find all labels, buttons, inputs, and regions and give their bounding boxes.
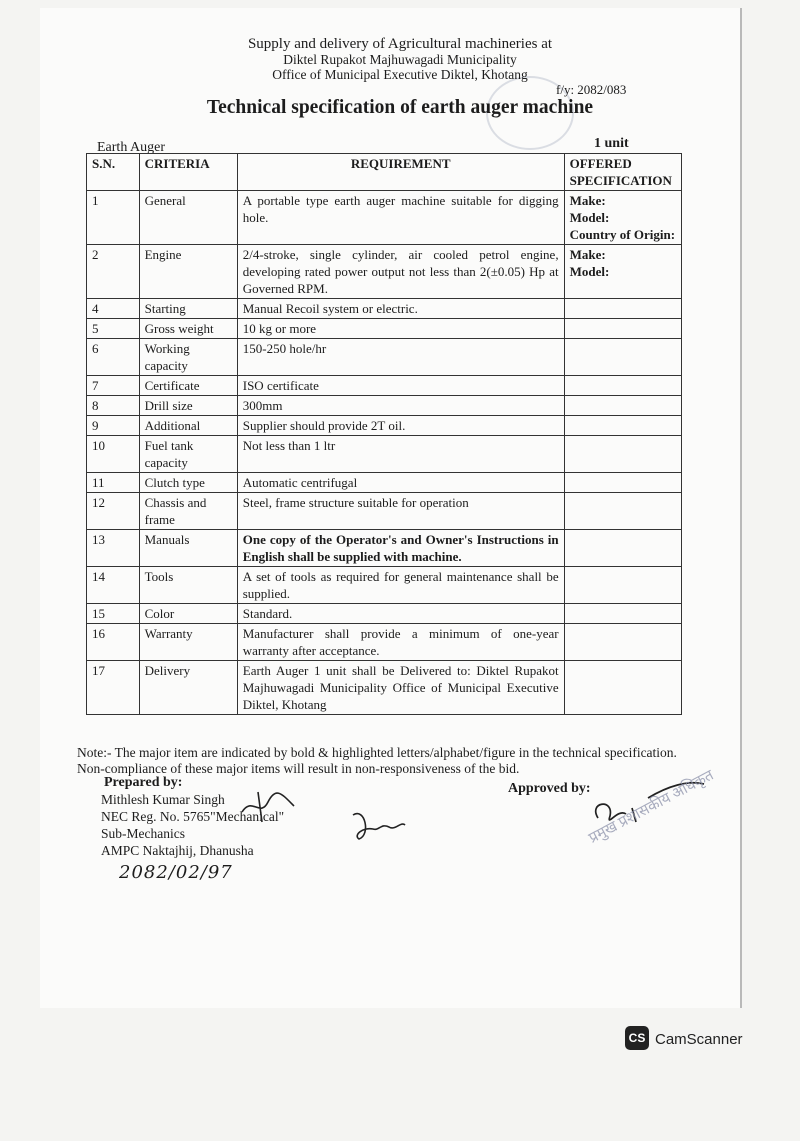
cell-sn: 15 xyxy=(87,604,140,624)
cell-offered xyxy=(564,376,681,396)
table-row xyxy=(87,661,682,715)
header-line-1: Supply and delivery of Agricultural machineries at xyxy=(247,36,553,52)
cell-criteria: Gross weight xyxy=(139,319,237,339)
cell-offered xyxy=(564,530,681,567)
preparer-name: Mithlesh Kumar Singh xyxy=(101,792,225,807)
cell-criteria: Additional xyxy=(139,416,237,436)
cell-sn: 10 xyxy=(87,436,140,473)
cell-criteria: Delivery xyxy=(139,661,237,715)
cell-requirement: Earth Auger 1 unit shall be Delivered to: Diktel Rupakot Majhuwagadi Municipality Office of Municipal Executive Diktel, Khotang xyxy=(237,661,564,715)
reviewer-signature xyxy=(345,805,410,845)
cell-sn: 7 xyxy=(87,376,140,396)
cell-sn: 11 xyxy=(87,473,140,493)
col-header-criteria: CRITERIA xyxy=(139,154,237,191)
cell-requirement: A portable type earth auger machine suitable for digging hole. xyxy=(237,191,564,245)
cell-requirement: 2/4-stroke, single cylinder, air cooled petrol engine, developing rated power output not less than 2(±0.05) Hp at Governed RPM. xyxy=(237,245,564,299)
table-row xyxy=(87,416,682,436)
cell-offered xyxy=(564,604,681,624)
item-quantity: 1 unit xyxy=(594,136,629,151)
cell-criteria: Drill size xyxy=(139,396,237,416)
cell-sn: 1 xyxy=(87,191,140,245)
table-row xyxy=(87,299,682,319)
table-header-row xyxy=(87,154,682,191)
preparer-signature xyxy=(238,788,298,824)
cell-criteria: Chassis and frame xyxy=(139,493,237,530)
table-row xyxy=(87,319,682,339)
table-row xyxy=(87,493,682,530)
preparer-role: Sub-Mechanics xyxy=(101,826,185,841)
spec-table xyxy=(86,153,682,715)
cell-offered xyxy=(564,319,681,339)
cell-requirement: Manual Recoil system or electric. xyxy=(237,299,564,319)
cell-offered xyxy=(564,436,681,473)
cell-offered xyxy=(564,624,681,661)
cell-sn: 2 xyxy=(87,245,140,299)
col-header-offered: OFFERED SPECIFICATION xyxy=(564,154,681,191)
cell-requirement: ISO certificate xyxy=(237,376,564,396)
preparer-office: AMPC Naktajhij, Dhanusha xyxy=(101,843,254,858)
approved-by-label: Approved by: xyxy=(508,781,591,796)
table-row xyxy=(87,245,682,299)
approval-stamp-text: प्रमुख प्रशासकीय अधिकृत xyxy=(586,767,717,847)
cell-sn: 9 xyxy=(87,416,140,436)
cell-offered xyxy=(564,416,681,436)
cell-sn: 13 xyxy=(87,530,140,567)
table-row xyxy=(87,567,682,604)
camscanner-logo: CS xyxy=(625,1026,649,1050)
prepared-by-label: Prepared by: xyxy=(104,775,183,790)
cell-criteria: Working capacity xyxy=(139,339,237,376)
cell-criteria: Manuals xyxy=(139,530,237,567)
cell-sn: 8 xyxy=(87,396,140,416)
cell-criteria: Tools xyxy=(139,567,237,604)
cell-criteria: Warranty xyxy=(139,624,237,661)
cell-criteria: Starting xyxy=(139,299,237,319)
cell-criteria: Clutch type xyxy=(139,473,237,493)
cell-requirement: Automatic centrifugal xyxy=(237,473,564,493)
cell-sn: 17 xyxy=(87,661,140,715)
header-line-2: Diktel Rupakot Majhuwagadi Municipality xyxy=(283,52,517,67)
cell-requirement: Supplier should provide 2T oil. xyxy=(237,416,564,436)
cell-offered xyxy=(564,473,681,493)
cell-offered xyxy=(564,396,681,416)
cell-sn: 14 xyxy=(87,567,140,604)
table-row xyxy=(87,604,682,624)
cell-offered xyxy=(564,661,681,715)
table-row xyxy=(87,339,682,376)
handwritten-date: 2082/02/97 xyxy=(119,862,233,883)
preparer-reg: NEC Reg. No. 5765"Mechanical" xyxy=(101,809,285,824)
table-row xyxy=(87,376,682,396)
cell-sn: 16 xyxy=(87,624,140,661)
table-row xyxy=(87,473,682,493)
cell-requirement: Steel, frame structure suitable for operation xyxy=(237,493,564,530)
table-row xyxy=(87,530,682,567)
cell-offered xyxy=(564,299,681,319)
note-text: Note:- The major item are indicated by bold & highlighted letters/alphabet/figure in the technical specification. Non-compliance of these major items will result in non-responsiveness of the bid. xyxy=(77,745,677,776)
cell-requirement: Not less than 1 ltr xyxy=(237,436,564,473)
cell-requirement: 150-250 hole/hr xyxy=(237,339,564,376)
cell-criteria: Fuel tank capacity xyxy=(139,436,237,473)
cell-criteria: Color xyxy=(139,604,237,624)
camscanner-label: CamScanner xyxy=(655,1031,743,1048)
cell-sn: 4 xyxy=(87,299,140,319)
table-row xyxy=(87,396,682,416)
cell-requirement: 300mm xyxy=(237,396,564,416)
cell-requirement: Standard. xyxy=(237,604,564,624)
cell-requirement: 10 kg or more xyxy=(237,319,564,339)
table-row xyxy=(87,624,682,661)
cell-requirement: One copy of the Operator's and Owner's Instructions in English shall be supplied with machine. xyxy=(237,530,564,567)
page-title: Technical specification of earth auger machine xyxy=(206,97,594,118)
cell-criteria: Engine xyxy=(139,245,237,299)
col-header-sn: S.N. xyxy=(87,154,140,191)
cell-offered xyxy=(564,339,681,376)
cell-offered xyxy=(564,567,681,604)
cell-sn: 6 xyxy=(87,339,140,376)
cell-offered: Make: Model: xyxy=(564,245,681,299)
col-header-requirement: REQUIREMENT xyxy=(237,154,564,191)
header-line-3: Office of Municipal Executive Diktel, Khotang xyxy=(272,67,528,82)
cell-requirement: A set of tools as required for general maintenance shall be supplied. xyxy=(237,567,564,604)
cell-sn: 12 xyxy=(87,493,140,530)
cell-offered: Make: Model: Country of Origin: xyxy=(564,191,681,245)
fiscal-year: f/y: 2082/083 xyxy=(556,82,627,97)
cell-criteria: Certificate xyxy=(139,376,237,396)
item-name: Earth Auger xyxy=(97,140,166,155)
cell-requirement: Manufacturer shall provide a minimum of one-year warranty after acceptance. xyxy=(237,624,564,661)
table-row xyxy=(87,191,682,245)
cell-sn: 5 xyxy=(87,319,140,339)
cell-criteria: General xyxy=(139,191,237,245)
table-row xyxy=(87,436,682,473)
cell-offered xyxy=(564,493,681,530)
